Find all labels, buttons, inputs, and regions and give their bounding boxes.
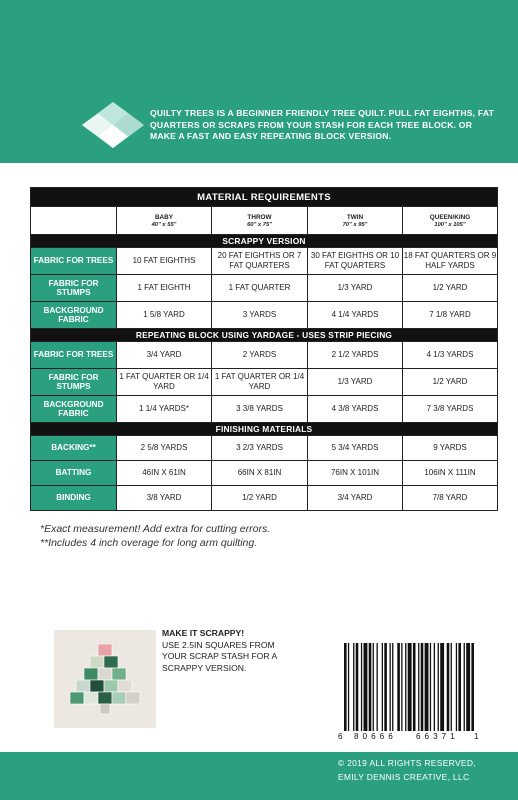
barcode-bar [418, 643, 419, 731]
table-cell: 2 5/8 YARDS [117, 436, 212, 461]
row-label: FABRIC FOR TREES [31, 248, 117, 275]
table-cell: 1/2 YARD [403, 369, 498, 396]
row-label: FABRIC FOR STUMPS [31, 275, 117, 302]
size-header: THROW 60" x 75" [212, 207, 308, 235]
table-cell: 18 FAT QUARTERS OR 9 HALF YARDS [403, 248, 498, 275]
table-row [31, 275, 498, 302]
table-cell: 5 3/4 YARDS [308, 436, 403, 461]
barcode-bar [421, 643, 424, 731]
table-cell: 4 1/4 YARDS [308, 302, 403, 329]
table-cell: 3/4 YARD [117, 342, 212, 369]
table-row [31, 396, 498, 423]
table-row [31, 436, 498, 461]
table-cell: 76IN X 101IN [308, 461, 403, 486]
quilt-photo-illustration [54, 630, 156, 728]
footnote-cutting: *Exact measurement! Add extra for cutting errors. [40, 523, 271, 535]
table-cell: 3/8 YARD [117, 486, 212, 511]
quilt-diamond-logo [80, 100, 146, 150]
table-cell: 1 5/8 YARD [117, 302, 212, 329]
barcode-right-digits: 66371 [416, 732, 459, 741]
table-cell: 1 FAT QUARTER [212, 275, 308, 302]
row-label: BINDING [31, 486, 117, 511]
table-row [31, 248, 498, 275]
table-cell: 20 FAT EIGHTHS OR 7 FAT QUARTERS [212, 248, 308, 275]
copyright [338, 756, 476, 784]
table-cell: 3 YARDS [212, 302, 308, 329]
scrappy-promo [162, 628, 292, 674]
table-cell: 4 3/8 YARDS [308, 396, 403, 423]
table-cell: 7 1/8 YARD [403, 302, 498, 329]
table-row [31, 486, 498, 511]
barcode-bar [353, 643, 354, 731]
barcode-bar [392, 643, 393, 731]
blank-corner-cell [31, 207, 117, 235]
table-cell: 1 FAT EIGHTH [117, 275, 212, 302]
barcode-bar [397, 643, 400, 731]
table-title: MATERIAL REQUIREMENTS [31, 188, 498, 207]
barcode-bar [382, 643, 383, 731]
table-cell: 1 FAT QUARTER OR 1/4 YARD [117, 369, 212, 396]
table-cell: 1/3 YARD [308, 275, 403, 302]
barcode-bar [438, 643, 439, 731]
intro-text: QUILTY TREES IS A BEGINNER FRIENDLY TREE QUILT. PULL FAT EIGHTHS, FAT QUARTERS OR SCRAPS FROM YOUR STASH FOR EACH TREE BLOCK. OR MAKE A FAST AND EASY REPEATING BLOCK VERSION. [150, 108, 495, 141]
size-header: BABY 40" x 55" [117, 207, 212, 235]
table-cell: 1 FAT QUARTER OR 1/4 YARD [212, 369, 308, 396]
table-cell: 3 2/3 YARDS [212, 436, 308, 461]
table-cell: 2 YARDS [212, 342, 308, 369]
size-header: TWIN 70" x 95" [308, 207, 403, 235]
barcode-bar [348, 643, 349, 731]
barcode-bar [451, 643, 452, 731]
barcode-bar [440, 643, 444, 731]
promo-text: USE 2.5IN SQUARES FROM YOUR SCRAP STASH FOR A SCRAPPY VERSION. [162, 639, 277, 673]
barcode-bar [413, 643, 416, 731]
table-cell: 9 YARDS [403, 436, 498, 461]
section-title: REPEATING BLOCK USING YARDAGE - USES STRIP PIECING [31, 329, 498, 342]
table-cell: 1/2 YARD [212, 486, 308, 511]
barcode-bar [356, 643, 359, 731]
table-cell: 106IN X 111IN [403, 461, 498, 486]
row-label: BACKGROUND FABRIC [31, 396, 117, 423]
barcode-bar [447, 643, 450, 731]
row-label: BACKGROUND FABRIC [31, 302, 117, 329]
barcode-bar [456, 643, 457, 731]
row-label: FABRIC FOR STUMPS [31, 369, 117, 396]
table-cell: 46IN X 61IN [117, 461, 212, 486]
table-cell: 66IN X 81IN [212, 461, 308, 486]
table-cell: 10 FAT EIGHTHS [117, 248, 212, 275]
promo-title: MAKE IT SCRAPPY! [162, 628, 245, 638]
barcode-bar [458, 643, 461, 731]
table-cell: 7/8 YARD [403, 486, 498, 511]
row-label: BATTING [31, 461, 117, 486]
table-cell: 3/4 YARD [308, 486, 403, 511]
row-label: FABRIC FOR TREES [31, 342, 117, 369]
section-title: SCRAPPY VERSION [31, 235, 498, 248]
material-requirements-table [30, 187, 498, 511]
barcode-bar [373, 643, 374, 731]
row-label: BACKING** [31, 436, 117, 461]
table-cell: 4 1/3 YARDS [403, 342, 498, 369]
table-cell: 1/2 YARD [403, 275, 498, 302]
barcode-lead-digit: 6 [338, 732, 343, 741]
barcode-bar [425, 643, 429, 731]
barcode-bar [369, 643, 372, 731]
table-row [31, 302, 498, 329]
barcode-bar [430, 643, 431, 731]
section-title: FINISHING MATERIALS [31, 423, 498, 436]
copyright-line-2: EMILY DENNIS CREATIVE, LLC [337, 772, 470, 782]
barcode-bar [466, 643, 470, 731]
footnote-backing: **Includes 4 inch overage for long arm quilting. [40, 537, 258, 549]
barcode-check-digit: 1 [474, 732, 479, 741]
barcode-bar [390, 643, 391, 731]
barcode-bar [464, 643, 465, 731]
table-cell: 7 3/8 YARDS [403, 396, 498, 423]
barcode-bar [344, 643, 347, 731]
barcode-bar [408, 643, 412, 731]
copyright-line-1: © 2019 ALL RIGHTS RESERVED, [337, 758, 476, 768]
size-header: QUEEN/KING 100" x 105" [403, 207, 498, 235]
table-cell: 30 FAT EIGHTHS OR 10 FAT QUARTERS [308, 248, 403, 275]
barcode-left-digits: 80666 [354, 732, 397, 741]
table-cell: 2 1/2 YARDS [308, 342, 403, 369]
table-row [31, 369, 498, 396]
barcode-bar [364, 643, 368, 731]
barcode-bar [401, 643, 402, 731]
barcode-bar [384, 643, 387, 731]
table-row [31, 342, 498, 369]
scrappy-quilt-photo [54, 630, 156, 728]
barcode-bar [361, 643, 362, 731]
barcode-bar [471, 643, 474, 731]
table-cell: 1/3 YARD [308, 369, 403, 396]
footnotes [40, 522, 270, 550]
table-cell: 1 1/4 YARDS* [117, 396, 212, 423]
barcode-bar [434, 643, 435, 731]
barcode-bar [377, 643, 378, 731]
table-row [31, 461, 498, 486]
table-cell: 3 3/8 YARDS [212, 396, 308, 423]
barcode-bar [405, 643, 406, 731]
